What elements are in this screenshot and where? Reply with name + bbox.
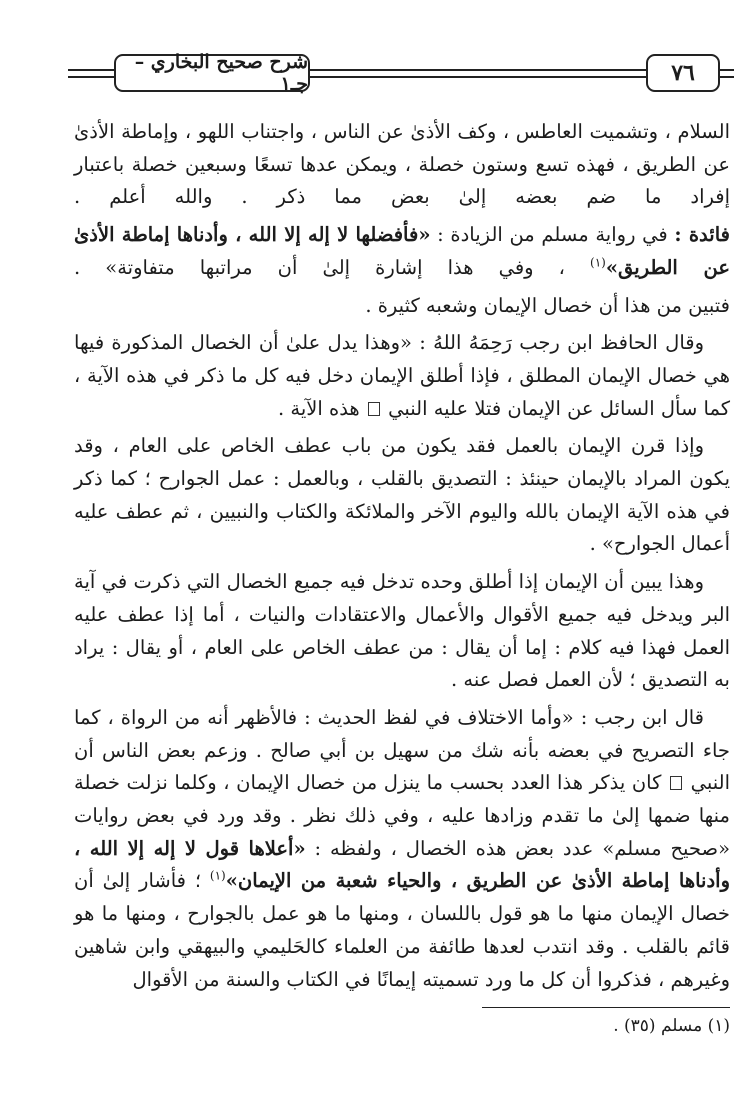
paragraph-5: وإذا قرن الإيمان بالعمل فقد يكون من باب عطف الخاص على العام ، وقد يكون المراد بالإيمان حينئذ : التصديق بالقلب ، وبالعمل : عمل الجوارح ؛ كما ذكر في هذه الآية الإيمان بالله واليوم الآخر والملائكة والكتاب والنبيين ، ثم عطف عليه أعمال الجوارح» . [74,434,730,556]
hadith-quote-1: «فأفضلها لا إله إلا الله ، وأدناها إماطة الأذىٰ عن الطريق» [74,223,730,279]
benefit-label: فائدة : [674,223,730,247]
footnote-ref-2[interactable]: (١) [209,868,226,883]
paragraph-2-tail: ، وفي هذا إشارة إلىٰ أن مراتبها متفاوتة» . [74,255,591,279]
page-body [74,116,730,1001]
paragraph-7-text-2: كان يذكر هذا العدد بحسب ما ينزل من خصال الإيمان ، وكلما نزلت خصلة منها ضمها إلىٰ ما تقدم وزادها عليه ، وفي ذلك نظر . وقد ورد في بعض روايات «صحيح مسلم» عدد بعض هذه الخصال ، ولفظه : [74,771,730,860]
salutation-glyph-icon [368,402,380,416]
paragraph-3: فتبين من هذا أن خصال الإيمان وشعبه كثيرة . [365,293,730,317]
paragraph-7-tail: ؛ فأشار إلىٰ أن خصال الإيمان منها ما هو قول باللسان ، ومنها ما هو عمل بالجوارح ، ومنها ما هو قائم بالقلب . وقد انتدب لعدها طائفة من العلماء كالحَليمي والبيهقي وابن شاهين وغيرهم ، فذكروا أن كل ما ورد تسميته إيمانًا في الكتاب والسنة من الأقوال [74,869,730,991]
salutation-glyph-icon [670,776,682,790]
footnote-1: (١) مسلم (٣٥) . [613,1016,730,1036]
header-rule-right [720,69,734,78]
paragraph-4-tail: هذه الآية . [277,396,360,420]
running-header [68,48,734,100]
paragraph-2-text: في رواية مسلم من الزيادة : [430,223,675,247]
paragraph-6: وهذا يبين أن الإيمان إذا أطلق وحده تدخل فيه جميع الخصال التي ذكرت في آية البر ويدخل فيه جميع الأقوال والأعمال والاعتقادات والنيات ، أما إذا عطف عليه العمل فهذا فيه كلام : إما أن يقال : من عطف الخاص على العام ، أو يقال : يراد به التصديق ؛ لأن العمل فصل عنه . [74,570,730,692]
paragraph-1: السلام ، وتشميت العاطس ، وكف الأذىٰ عن الناس ، واجتناب اللهو ، وإماطة الأذىٰ عن الطريق ، فهذه تسع وستون خصلة ، ويمكن عدها تسعًا وسبعين خصلة باعتبار إفراد ما ضم بعضه إلىٰ بعض مما ذكر . والله أعلم . [74,120,730,209]
header-rule-left [68,69,114,78]
header-rule-middle [310,69,646,78]
paragraph-2 [74,219,730,284]
hadith-quote-2: «أعلاها قول لا إله إلا الله ، وأدناها إماطة الأذىٰ عن الطريق ، والحياء شعبة من الإيمان» [74,836,730,893]
paragraph-4-text: وقال الحافظ ابن رجب رَحِمَهُ اللهُ : «وهذا يدل علىٰ أن الخصال المذكورة فيها هي خصال الإيمان المطلق ، فإذا أطلق الإيمان دخل فيه كل ما ذكر في هذه الآية ، كما سأل السائل عن الإيمان فتلا عليه النبي [74,331,730,420]
paragraph-7 [74,702,730,996]
book-title: شرح صحيح البخاري – جـ١ [114,54,310,92]
page-number: ٧٦ [646,54,720,92]
footnote-ref-1[interactable]: (١) [590,255,606,270]
paragraph-4 [74,327,730,425]
footnote-separator [482,1007,730,1008]
paragraph-7-text: قال ابن رجب : «وأما الاختلاف في لفظ الحديث : فالأظهر أنه من الرواة ، كما جاء التصريح في بعضه بأنه شك من سهيل بن أبي صالح . وزعم بعض الناس أن النبي [74,705,730,795]
